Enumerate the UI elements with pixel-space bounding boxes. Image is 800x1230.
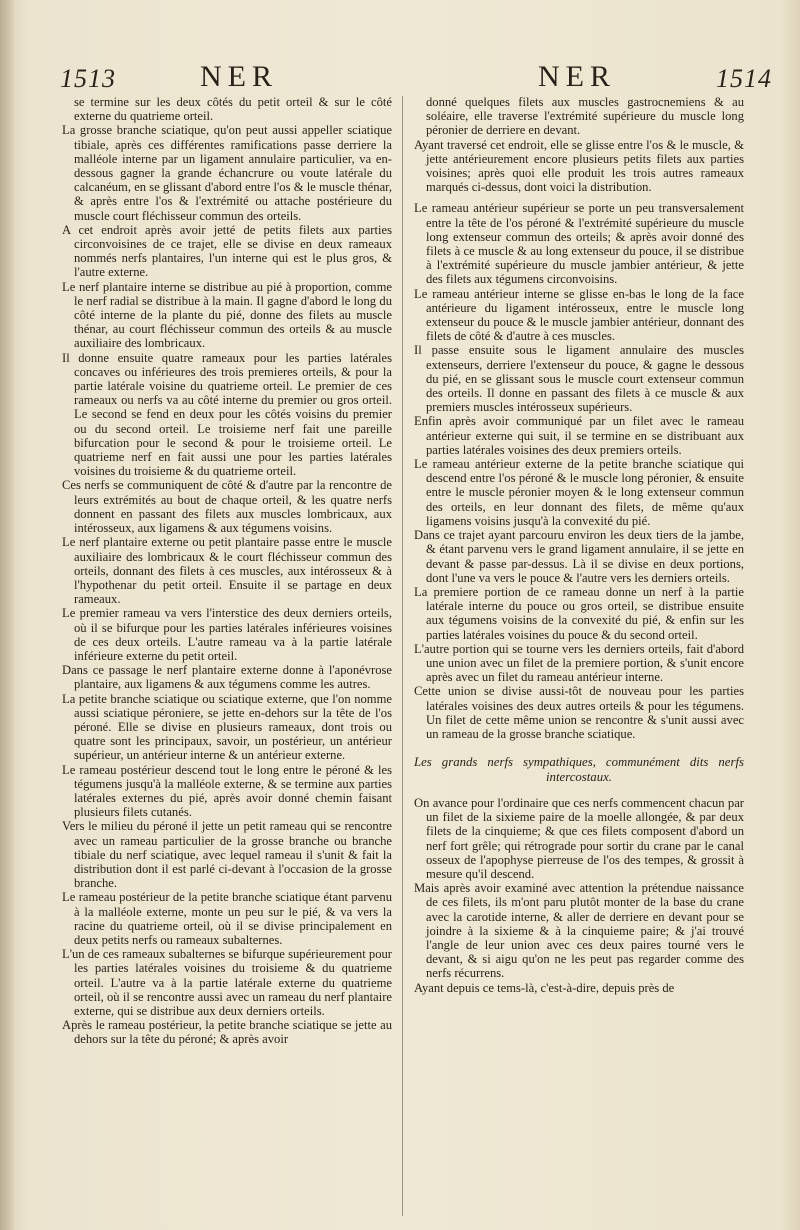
left-page-number: 1513 (60, 64, 116, 93)
section-heading (414, 755, 744, 784)
paragraph: On avance pour l'ordinaire que ces nerfs commencent chacun par un filet de la sixieme paire de la moelle allongée, & par deux filets de la cinquieme; & que ces filets composent d'abord un nerf fort grêle; qui rétrograde pour sortir du crane par le canal osseux de l'apophyse pierreuse de l'os des tempes, & grossit à mesure qu'il descend. (414, 795, 744, 881)
paragraph: Dans ce passage le nerf plantaire externe donne à l'aponévrose plantaire, aux ligamens & aux tégumens comme les autres. (62, 663, 392, 692)
paragraph: Le rameau antérieur externe de la petite branche sciatique qui descend entre l'os péroné & le muscle long péronier, & ensuite entre le muscle péronier moyen & le long extenseur commun des orteils, en leur donnant des filets, de même qu'aux ligamens voisins jusqu'à la convexité du pié. (414, 457, 744, 528)
paragraph: La premiere portion de ce rameau donne un nerf à la partie latérale interne du pouce ou gros orteil, se distribue ensuite aux tégumens voisins de la convexité du pié, & enfin sur les parties latérales voisines du pouce & du second orteil. (414, 584, 744, 642)
section-heading-line: intercostaux. (546, 769, 612, 784)
paragraph: Après le rameau postérieur, la petite branche sciatique se jette au dehors sur la tête du péroné; & après avoir (62, 1018, 392, 1047)
column-divider (402, 96, 403, 1216)
paragraph: Le nerf plantaire externe ou petit plantaire passe entre le muscle auxiliaire des lombricaux & le court fléchisseur commun des orteils, donnant des filets à ces muscles, aux intérosseux & à l'hypothenar du petit orteil. Ensuite il se partage en deux rameaux. (62, 535, 392, 607)
right-page-number: 1514 (716, 64, 772, 93)
paragraph: Le rameau postérieur de la petite branche sciatique étant parvenu à la malléole externe, monte un peu sur le pié, & va vers la racine du quatrieme orteil, où il se divise principalement en deux petits nerfs ou rameaux subalternes. (62, 890, 392, 947)
paragraph: Mais après avoir examiné avec attention la prétendue naissance de ces filets, ils m'ont paru plutôt monter de la base du crane avec la carotide interne, & aller de derriere en devant pour se joindre à la sixieme & à la cinquieme paire; & j'ai trouvé l'angle de leur union avec ces deux paires tourné vers le devant, & si aigu qu'on ne les peut pas regarder comme des nerfs récurrens. (414, 881, 744, 981)
paragraph: Le rameau antérieur interne se glisse en-bas le long de la face antérieure du ligament intérosseux, entre le muscle long extenseur du pouce & le muscle jambier antérieur, donnant des filets de côté & d'autre à ces muscles. (414, 286, 744, 344)
paragraph: Il passe ensuite sous le ligament annulaire des muscles extenseurs, derriere l'extenseur du pouce, & gagne le dessous du pié, en se glissant sous le muscle court extenseur commun des orteils. Il donne en passant des filets à ce muscle & aux premiers muscles intérosseux supérieurs. (414, 343, 744, 415)
page-gutter (0, 0, 14, 1230)
right-column (414, 95, 744, 995)
left-running-head: NER (200, 60, 278, 93)
paragraph: Ayant depuis ce tems-là, c'est-à-dire, depuis près de (414, 980, 675, 995)
paragraph: Le rameau postérieur descend tout le long entre le péroné & les tégumens jusqu'à la malléole externe, & se termine aux parties latérales externes du pié, après avoir donné chemin faisant plusieurs filets cutanés. (62, 762, 392, 820)
paragraph: Le nerf plantaire interne se distribue au pié à proportion, comme le nerf radial se distribue à la main. Il gagne d'abord le long du côté interne de la plante du pié, donne des filets au muscle thénar, au court fléchisseur commun des orteils & au muscle auxiliaire des lombricaux. (62, 279, 392, 351)
page-header (60, 58, 772, 98)
paragraph: A cet endroit après avoir jetté de petits filets aux parties circonvoisines de ce trajet, elle se divise en deux rameaux nommés nerfs plantaires, l'un interne qui est le plus gros, & l'autre externe. (62, 222, 392, 280)
paragraph: L'autre portion qui se tourne vers les derniers orteils, fait d'abord une union avec un filet de la premiere portion, & s'unit encore après avec un filet du rameau antérieur interne. (414, 641, 744, 685)
paragraph: Cette union se divise aussi-tôt de nouveau pour les parties latérales voisines des deux autres orteils & pour les tégumens. Un filet de cette même union se rencontre & s'unit aussi avec un rameau de la grosse branche sciatique. (414, 684, 744, 741)
left-column (62, 95, 392, 1047)
section-heading-line: Les grands nerfs sympathiques, communément dits nerfs (414, 755, 744, 770)
right-running-head: NER (538, 60, 616, 93)
paragraph: Ces nerfs se communiquent de côté & d'autre par la rencontre de leurs extrémités au bout de chaque orteil, & les quatre nerfs donnent en passant des filets aux muscles lombricaux, aux intérosseux, aux ligamens & aux tégumens voisins. (62, 478, 392, 536)
paragraph: donné quelques filets aux muscles gastrocnemiens & au soléaire, elle traverse l'extrémité supérieure du muscle long péronier de derriere en devant. (426, 95, 744, 138)
paragraph: Dans ce trajet ayant parcouru environ les deux tiers de la jambe, & étant parvenu vers le grand ligament annulaire, il se jette en devant & passe par-dessus. Là il se divise en deux portions, dont l'une va vers le pouce & l'autre vers les derniers orteils. (414, 528, 744, 585)
paragraph: Il donne ensuite quatre rameaux pour les parties latérales concaves ou inférieures des trois premieres orteils, & pour la partie latérale voisine du quatrieme orteil. Le premier de ces rameaux ou nerfs va au côté interne du premier ou gros orteil. Le second se fend en deux pour les côtés voisins du premier ou du second orteil. Le troisieme nerf fait une pareille bifurcation pour le second & pour le troisieme orteil. Le quatrieme nerf en fait aussi une pour les parties latérales voisines du troisieme & du quatrieme orteil. (62, 350, 392, 479)
paragraph-gap (414, 194, 744, 201)
paragraph: L'un de ces rameaux subalternes se bifurque supérieurement pour les parties latérales voisines du troisieme & du quatrieme orteil. L'autre va à la partie latérale externe du quatrieme orteil, où il se rencontre aussi avec un rameau du nerf plantaire externe, qui se distribue aux deux derniers orteils. (62, 947, 392, 1018)
paragraph: Le premier rameau va vers l'interstice des deux derniers orteils, où il se bifurque pour les parties latérales inférieures voisines de ces deux orteils. L'autre rameau va à la partie latérale inférieure externe du petit orteil. (62, 606, 392, 663)
paragraph: Ayant traversé cet endroit, elle se glisse entre l'os & le muscle, & jette antérieurement encore plusieurs petits filets aux parties voisines; après quoi elle produit les trois autres rameaux marqués ci-dessus, dont voici la distribution. (414, 137, 744, 195)
paragraph: Le rameau antérieur supérieur se porte un peu transversalement entre la tête de l'os péroné & l'extrémité supérieure du muscle long extenseur commun des orteils; & après avoir donné des filets à ce muscle & au long extenseur du pouce, il se distribue à l'extrémité supérieure du muscle jambier antérieur, & jette des filets aux tégumens circonvoisins. (414, 201, 744, 287)
paragraph: se termine sur les deux côtés du petit orteil & sur le côté externe du quatrieme orteil. (74, 95, 392, 124)
paragraph: La grosse branche sciatique, qu'on peut aussi appeller sciatique tibiale, après ces différentes ramifications passe derriere la malléole interne par un ligament annulaire particulier, va en-dessous gagner la grande échancrure ou voute latérale du calcanéum, en se glissant d'abord entre l'os & le muscle thénar, & après entre l'os & l'extrémité ou attache postérieure du muscle court fléchisseur commun des orteils. (62, 123, 392, 223)
paragraph: Vers le milieu du péroné il jette un petit rameau qui se rencontre avec un rameau particulier de la grosse branche ou branche tibiale du nerf sciatique, avec lequel rameau il s'unit & fait la distribution dont il est parlé ci-devant à l'occasion de la grosse branche. (62, 819, 392, 891)
paragraph: La petite branche sciatique ou sciatique externe, que l'on nomme aussi sciatique péroniere, se jette en-dehors sur la tête de l'os péroné. Elle se divise en plusieurs rameaux, dont trois ou quatre sont les principaux, savoir, un postérieur, un antérieur supérieur, un antérieur interne & un antérieur externe. (62, 691, 392, 763)
paragraph: Enfin après avoir communiqué par un filet avec le rameau antérieur externe qui suit, il se termine en se distribuant aux parties latérales voisines des deux premiers orteils. (414, 414, 744, 457)
